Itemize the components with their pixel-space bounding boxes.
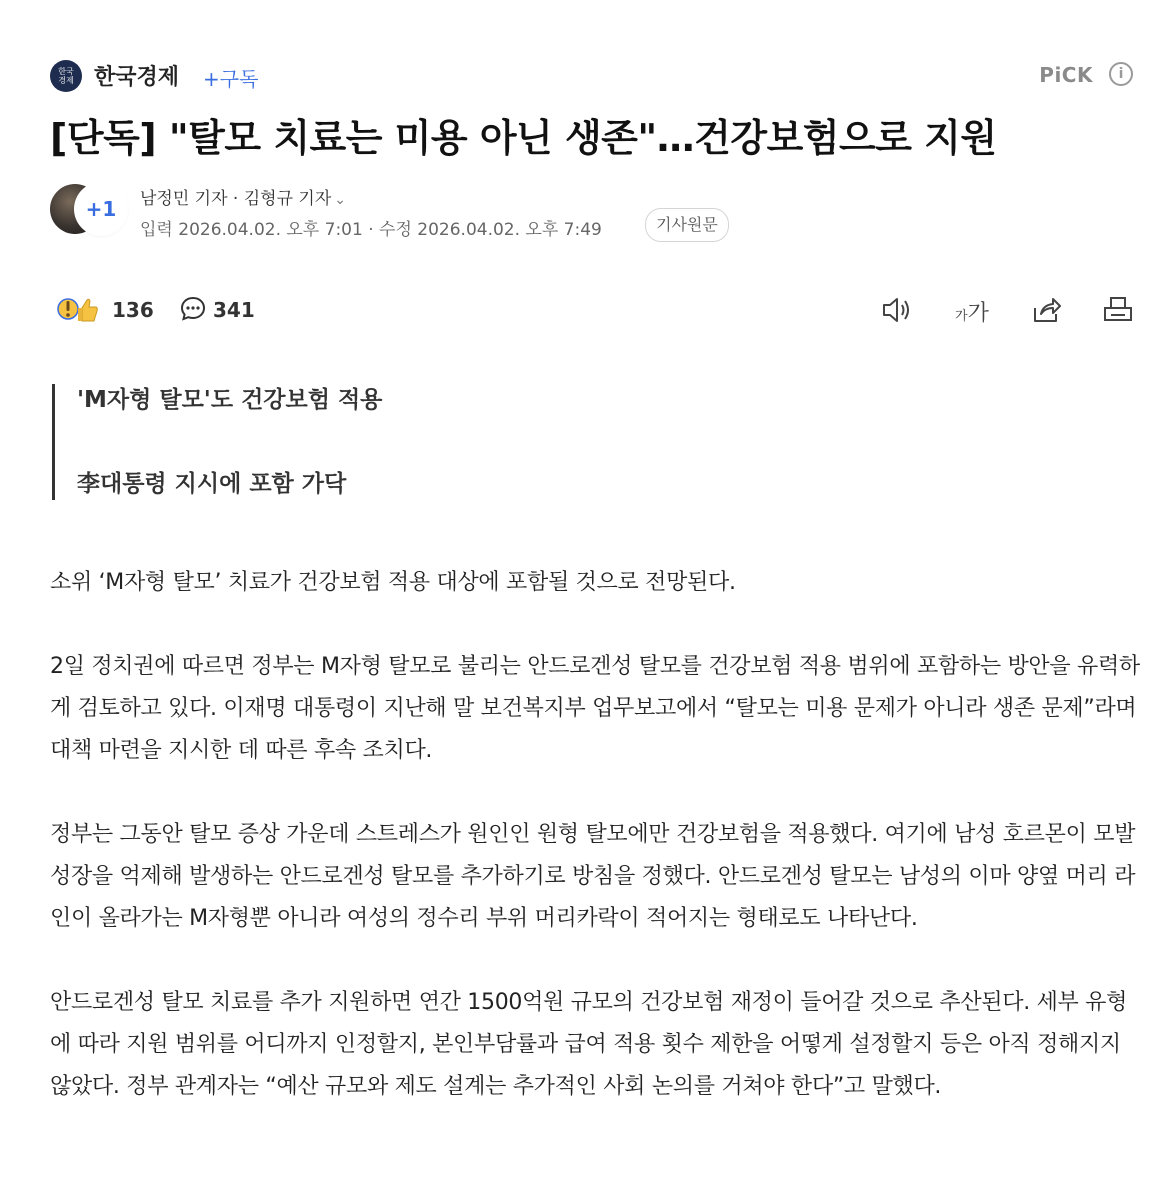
summary-line: 'M자형 탈모'도 건강보험 적용 — [77, 387, 383, 413]
reporter-names-text: 남정민 기자 · 김형규 기자 — [140, 189, 332, 209]
more-reporters-badge[interactable]: +1 — [76, 184, 126, 234]
share-icon[interactable] — [1030, 294, 1062, 326]
info-icon[interactable]: i — [1109, 62, 1133, 86]
action-bar — [50, 290, 1135, 330]
chevron-down-icon[interactable]: ⌄ — [334, 192, 346, 208]
pick-label: PiCK — [1039, 63, 1093, 87]
tts-speaker-icon[interactable] — [880, 294, 914, 326]
font-big-label: 가 — [967, 301, 989, 326]
body-paragraph: 소위 ‘M자형 탈모’ 치료가 건강보험 적용 대상에 포함될 것으로 전망된다. — [50, 570, 736, 595]
comment-icon[interactable] — [180, 296, 206, 322]
original-article-button[interactable]: 기사원문 — [645, 208, 729, 242]
print-icon[interactable] — [1103, 294, 1133, 326]
reaction-icon[interactable] — [56, 294, 100, 324]
article-headline: [단독] "탈모 치료는 미용 아닌 생존"…건강보험으로 지원 — [50, 116, 997, 160]
press-logo[interactable]: 한국 경제 — [50, 60, 82, 92]
press-header — [50, 56, 1133, 96]
font-size-icon[interactable] — [955, 296, 989, 327]
body-paragraph: 2일 정치권에 따르면 정부는 M자형 탈모로 불리는 안드로겐성 탈모를 건강보험 적용 범위에 포함하는 방안을 유력하게 검토하고 있다. 이재명 대통령이 지난해 말 보건복지부 업무보고에서 “탈모는 미용 문제가 아니라 생존 문제”라며 대책 마련을 지시한 데 따른 후속 조치다. — [50, 654, 1140, 763]
article-body — [50, 562, 1140, 1150]
font-small-label: 가 — [955, 309, 968, 324]
body-paragraph: 안드로겐성 탈모 치료를 추가 지원하면 연간 1500억원 규모의 건강보험 재정이 들어갈 것으로 추산된다. 세부 유형에 따라 지원 범위를 어디까지 인정할지, 본인부담률과 급여 적용 횟수 제한을 어떻게 설정할지 등은 아직 정해지지 않았다. 정부 관계자는 “예산 규모와 제도 설계는 추가적인 사회 논의를 거쳐야 한다”고 말했다. — [50, 990, 1128, 1099]
press-name[interactable]: 한국경제 — [94, 65, 180, 90]
comment-count: 341 — [213, 298, 255, 322]
reaction-count: 136 — [112, 298, 154, 322]
article-summary — [52, 384, 977, 500]
summary-line: 李대통령 지시에 포함 가닥 — [77, 471, 347, 497]
body-paragraph: 정부는 그동안 탈모 증상 가운데 스트레스가 원인인 원형 탈모에만 건강보험을 적용했다. 여기에 남성 호르몬이 모발 성장을 억제해 발생하는 안드로겐성 탈모를 추가하기로 방침을 정했다. 안드로겐성 탈모는 남성의 이마 양옆 머리 라인이 올라가는 M자형뿐 아니라 여성의 정수리 부위 머리카락이 적어지는 형태로도 나타난다. — [50, 822, 1136, 931]
reporter-names[interactable] — [140, 184, 346, 209]
subscribe-button[interactable]: +구독 — [203, 67, 259, 91]
byline — [50, 182, 1130, 244]
article-dates: 입력 2026.04.02. 오후 7:01 · 수정 2026.04.02. 오후 7:49 — [140, 220, 602, 240]
